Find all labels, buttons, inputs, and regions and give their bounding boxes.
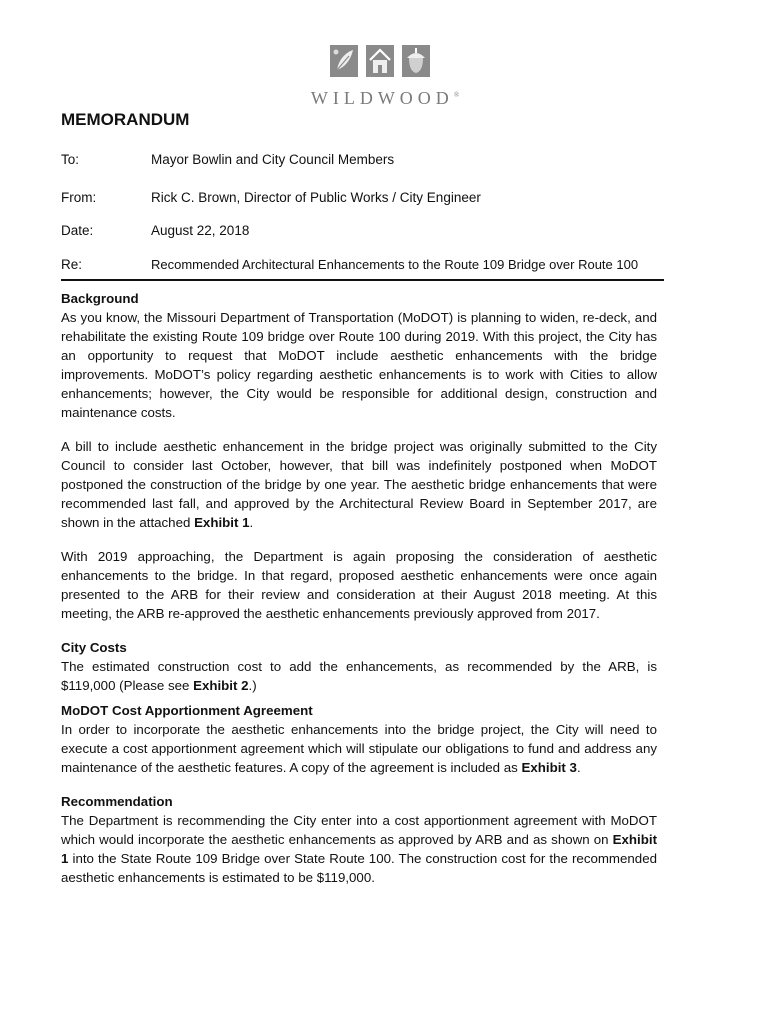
city-costs-heading: City Costs (61, 640, 127, 655)
exhibit-1-reference: Exhibit 1 (194, 515, 250, 530)
from-value: Rick C. Brown, Director of Public Works / City Engineer (151, 190, 481, 205)
house-icon (365, 44, 395, 78)
recommendation-paragraph: The Department is recommending the City enter into a cost apportionment agreement with MoDOT which would incorporate the aesthetic enhancements as approved by ARB and as shown on Exhibit 1 into the State Route 109 Bridge over State Route 100. The construction cost for the recommended aesthetic enhancements is estimated to be $119,000. (61, 813, 657, 885)
background-heading: Background (61, 291, 139, 306)
to-label: To: (61, 152, 80, 167)
exhibit-1-reference-2: Exhibit 1 (61, 832, 657, 866)
memo-title: MEMORANDUM (61, 110, 190, 129)
memo-body (61, 289, 657, 887)
city-costs-paragraph: The estimated construction cost to add the enhancements, as recommended by the ARB, is $119,000 (Please see Exhibit 2.) (61, 659, 657, 693)
leaf-icon (329, 44, 359, 78)
exhibit-3-reference: Exhibit 3 (521, 760, 577, 775)
re-value: Recommended Architectural Enhancements to the Route 109 Bridge over Route 100 (151, 257, 639, 272)
background-paragraph-3: With 2019 approaching, the Department is again proposing the consideration of aesthetic enhancements to the bridge. In that regard, proposed aesthetic enhancements were once again presented to the ARB for their review and consideration at their August 2018 meeting. At this meeting, the ARB re-approved the aesthetic enhancements previously approved from 2017. (61, 549, 657, 621)
background-paragraph-1: As you know, the Missouri Department of Transportation (MoDOT) is planning to widen, re-deck, and rehabilitate the existing Route 109 bridge over Route 100 during 2019. With this project, the City has an opportunity to request that MoDOT include aesthetic enhancements with the bridge improvements. MoDOT’s policy regarding aesthetic enhancements is to work with Cities to allow enhancements; however, the City would be responsible for additional design, construction and maintenance costs. (61, 310, 657, 420)
agreement-heading: MoDOT Cost Apportionment Agreement (61, 703, 313, 718)
recommendation-heading: Recommendation (61, 794, 173, 809)
registered-mark: ® (453, 91, 460, 99)
logo-wordmark: WILDWOOD® (310, 88, 460, 108)
date-label: Date: (61, 223, 94, 238)
exhibit-2-reference: Exhibit 2 (193, 678, 249, 693)
to-value: Mayor Bowlin and City Council Members (151, 152, 395, 167)
date-value: August 22, 2018 (151, 223, 250, 238)
acorn-icon (401, 44, 431, 78)
from-label: From: (61, 190, 97, 205)
re-label: Re: (61, 257, 83, 272)
background-paragraph-2: A bill to include aesthetic enhancement in the bridge project was originally submitted to the City Council to consider last October, however, that bill was indefinitely postponed when MoDOT postponed the construction of the bridge by one year. The aesthetic bridge enhancements that were recommended last fall, and approved by the Architectural Review Board in September 2017, are shown in the attached Exhibit 1. (61, 439, 657, 530)
wildwood-logo (300, 44, 470, 114)
logo-icon-row (329, 44, 439, 80)
header-divider (61, 279, 664, 281)
agreement-paragraph: In order to incorporate the aesthetic enhancements into the bridge project, the City will need to execute a cost apportionment agreement which will stipulate our obligations to fund and address any maintenance of the aesthetic features. A copy of the agreement is included as Exhibit 3. (61, 722, 657, 775)
